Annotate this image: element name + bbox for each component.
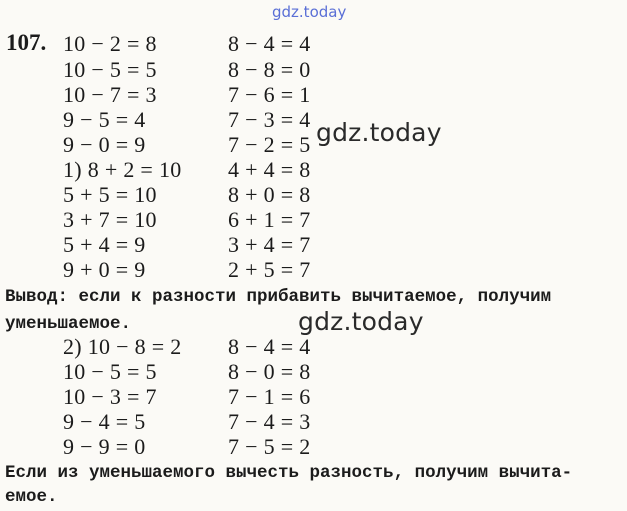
equation: 7 − 2 = 5 bbox=[228, 132, 311, 157]
exercise-number: 107. bbox=[6, 30, 47, 55]
equation: 3 + 4 = 7 bbox=[228, 232, 311, 257]
equation: 8 − 4 = 4 bbox=[228, 31, 311, 56]
equation: 8 − 0 = 8 bbox=[228, 359, 311, 384]
conclusion-line: Если из уменьшаемого вычесть разность, получим вычита- bbox=[5, 463, 573, 483]
equation: 2) 10 − 8 = 2 bbox=[63, 334, 182, 359]
conclusion-line: емое. bbox=[5, 487, 58, 507]
equation: 10 − 3 = 7 bbox=[63, 384, 157, 409]
equation: 9 − 9 = 0 bbox=[63, 434, 146, 459]
equation: 7 − 4 = 3 bbox=[228, 409, 311, 434]
watermark-middle: gdz.today bbox=[316, 118, 442, 147]
equation: 6 + 1 = 7 bbox=[228, 207, 311, 232]
equation: 8 − 8 = 0 bbox=[228, 57, 311, 82]
equation: 7 − 6 = 1 bbox=[228, 82, 311, 107]
equation: 2 + 5 = 7 bbox=[228, 257, 311, 282]
equation: 1) 8 + 2 = 10 bbox=[63, 157, 182, 182]
equation: 8 + 0 = 8 bbox=[228, 182, 311, 207]
equation: 7 − 1 = 6 bbox=[228, 384, 311, 409]
equation: 5 + 5 = 10 bbox=[63, 182, 157, 207]
equation: 9 + 0 = 9 bbox=[63, 257, 146, 282]
equation: 10 − 2 = 8 bbox=[63, 31, 157, 56]
watermark-top: gdz.today bbox=[272, 3, 347, 21]
equation: 9 − 4 = 5 bbox=[63, 409, 146, 434]
watermark-lower: gdz.today bbox=[298, 307, 424, 336]
equation: 9 − 0 = 9 bbox=[63, 132, 146, 157]
equation: 7 − 5 = 2 bbox=[228, 434, 311, 459]
conclusion-line: уменьшаемое. bbox=[5, 314, 132, 334]
equation: 10 − 5 = 5 bbox=[63, 359, 157, 384]
equation: 10 − 5 = 5 bbox=[63, 57, 157, 82]
equation: 9 − 5 = 4 bbox=[63, 107, 146, 132]
equation: 10 − 7 = 3 bbox=[63, 82, 157, 107]
equation: 5 + 4 = 9 bbox=[63, 232, 146, 257]
equation: 3 + 7 = 10 bbox=[63, 207, 157, 232]
equation: 7 − 3 = 4 bbox=[228, 107, 311, 132]
equation: 8 − 4 = 4 bbox=[228, 334, 311, 359]
conclusion-line: Вывод: если к разности прибавить вычитаемое, получим bbox=[5, 287, 552, 307]
equation: 4 + 4 = 8 bbox=[228, 157, 311, 182]
